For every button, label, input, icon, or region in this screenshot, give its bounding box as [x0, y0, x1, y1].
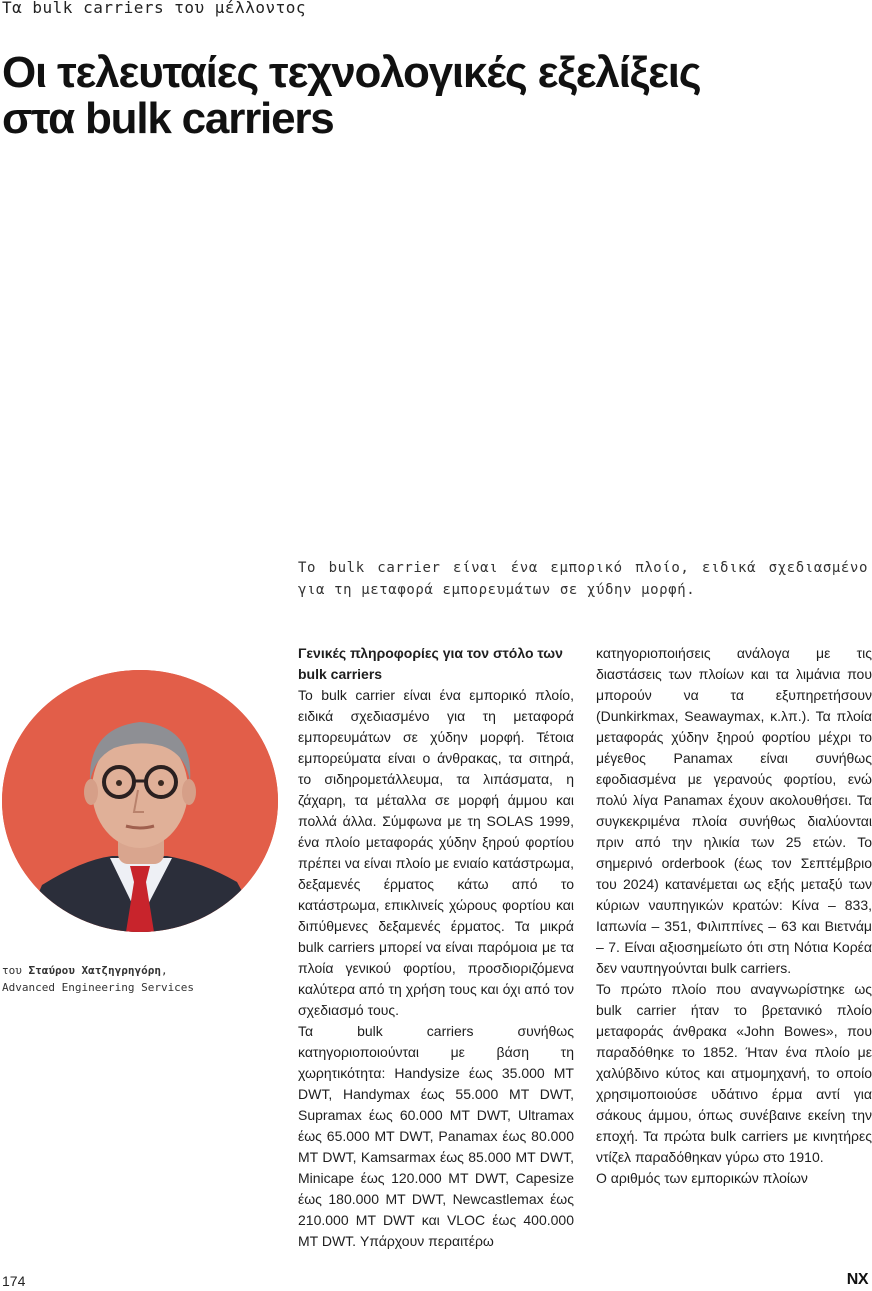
article-title-line-2: στα bulk carriers [2, 94, 334, 143]
article-title-line-1: Οι τελευταίες τεχνολογικές εξελίξεις [2, 48, 701, 97]
magazine-logo: NX [846, 1271, 868, 1288]
article-paragraph-2: Τα bulk carriers συνήθως κατηγοριοποιούνται με βάση τη χωρητικότητα: Handysize έως 35.000 MT DWT, Handymax έως 55.000 MT DWT, Supramax έως 60.000 MT DWT, Ultramax έως 65.000 MT DWT, Panamax έως 80.000 MT DWT, Kamsarmax έως 85.000 MT DWT, Minicape έως 120.000 MT DWT, Capesize έως 180.000 MT DWT, Newcastlemax έως 210.000 MT DWT και VLOC έως 400.000 MT DWT. Υπάρχουν περαιτέρω [298, 1023, 574, 1249]
article-paragraph-1: Το bulk carrier είναι ένα εμπορικό πλοίο, ειδικά σχεδιασμένο για τη μεταφορά εμπορευμάτων σε χύδην μορφή. Τέτοια εμπορεύματα είναι ο άνθρακας, τα σιτηρά, το σιδηρομετάλλευμα, τα λιπάσματα, η ζάχαρη, τα μέταλλα σε μορφή άμμου και πολλά άλλα. Σύμφωνα με τη SOLAS 1999, ένα πλοίο μεταφοράς χύδην ξηρού φορτίου πρέπει να είναι πλοίο με ενιαίο κατάστρωμα, δεξαμενές έρματος κάτω από το κατάστρωμα, επικλινείς χώρους φορτίου και διπύθμενες δεξαμενές έρματος. Τα μικρά bulk carriers μπορεί να είναι παρόμοια με τα πλοία γενικού φορτίου, προσδιοριζόμενα καλύτερα από τη χρήση τους και όχι από τον σχεδιασμό τους. [298, 687, 574, 1018]
article-title [2, 50, 700, 142]
author-company: Advanced Engineering Services [2, 981, 195, 994]
author-photo-illustration [2, 670, 278, 932]
author-name: Σταύρου Χατζηγρηγόρη [28, 964, 161, 977]
article-paragraph-2-continued: κατηγοριοποιήσεις ανάλογα με τις διαστάσεις των πλοίων και τα λιμάνια που μπορούν να τα εξυπηρετήσουν (Dunkirkmax, Seawaymax, κ.λπ.). Τα πλοία μεταφοράς χύδην ξηρού φορτίου μέχρι το μέγεθος Panamax είναι συνήθως εφοδιασμένα με γερανούς φορτίου, ενώ πολύ λίγα Panamax έχουν ακολουθήσει. Τα συγκεκριμένα πλοία συνήθως διαλύονται πριν από την ηλικία των 25 ετών. Το σημερινό orderbook (έως τον Σεπτέμβριο του 2024) κατανέμεται ως εξής μεταξύ των κύριων ναυπηγικών κρατών: Κίνα – 833, Ιαπωνία – 351, Φιλιππίνες – 63 και Βιετνάμ – 7. Είναι αξιοσημείωτο ότι στη Νότια Κορέα δεν ναυπηγούνται bulk carriers. [596, 645, 872, 976]
byline-comma: , [160, 964, 168, 977]
article-paragraph-3: Το πρώτο πλοίο που αναγνωρίστηκε ως bulk carrier ήταν το βρετανικό πλοίο μεταφοράς άνθρακα «John Bowes», που παραδόθηκε το 1852. Ήταν ένα πλοίο με χαλύβδινο κύτος και ατμομηχανή, το οποίο χρησιμοποιούσε υδάτινο έρμα αντί για σάκους άμμου, όπως συνέβαινε εκείνη την εποχή. Τα πρώτα bulk carriers με κινητήρες ντίζελ παραδόθηκαν γύρω στο 1910. [596, 981, 872, 1165]
author-portrait [2, 670, 278, 932]
page-number: 174 [2, 1273, 26, 1289]
article-paragraph-4: Ο αριθμός των εμπορικών πλοίων [596, 1170, 808, 1186]
author-byline [2, 962, 194, 996]
article-subheading: Γενικές πληροφορίες για τον στόλο των bulk carriers [298, 645, 563, 682]
article-column-2 [596, 643, 872, 1189]
article-lede: Το bulk carrier είναι ένα εμπορικό πλοίο, ειδικά σχεδιασμένο για τη μεταφορά εμπορευμάτων σε χύδην μορφή. [298, 560, 868, 598]
article-column-1 [298, 643, 574, 1252]
section-kicker: Τα bulk carriers του μέλλοντος [2, 0, 306, 17]
byline-prefix: του [2, 964, 22, 977]
